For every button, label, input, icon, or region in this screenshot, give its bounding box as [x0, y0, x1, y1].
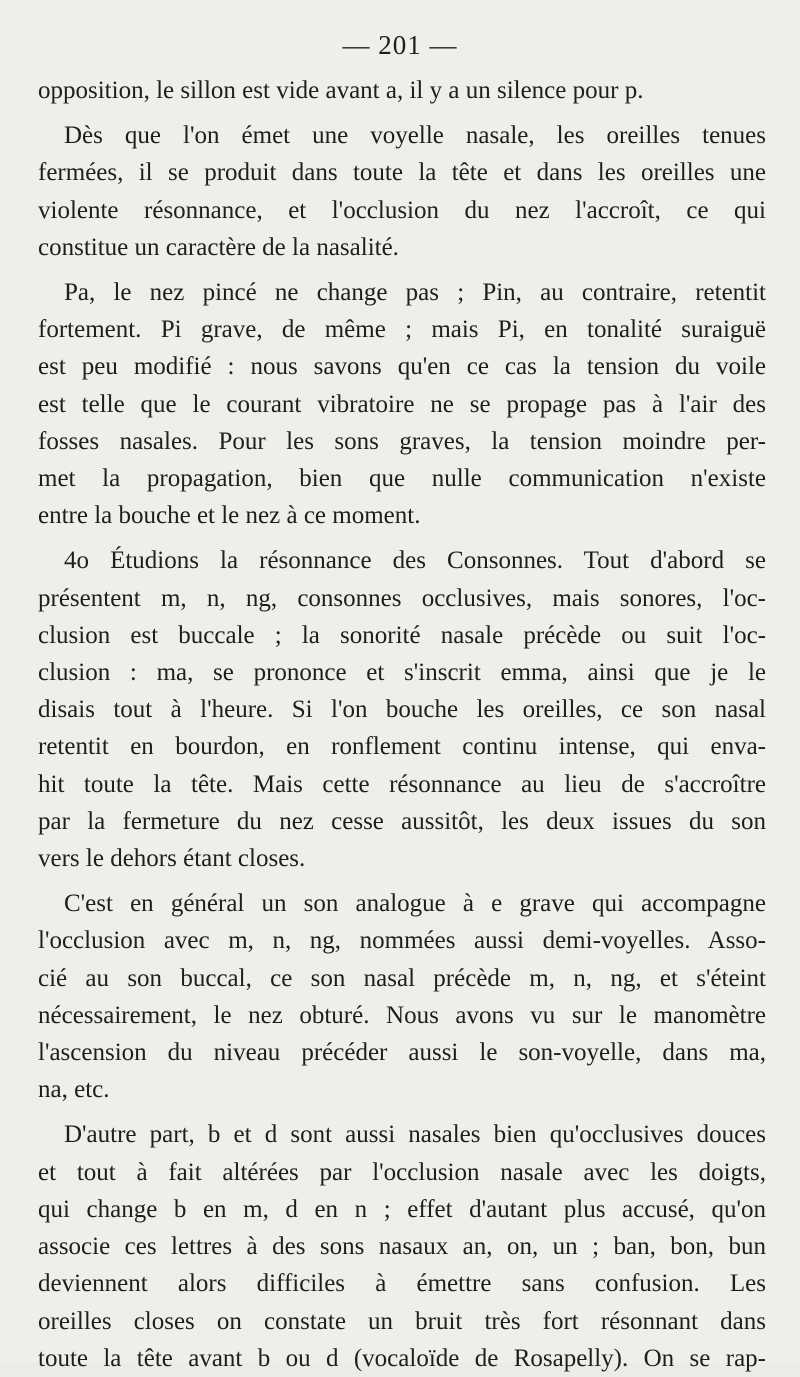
text-line: Pa, le nez pincé ne change pas ; Pin, au contraire, retentit: [64, 279, 766, 307]
text-line: D'autre part, b et d sont aussi nasales bien qu'occlusives douces: [64, 1121, 766, 1149]
paragraph-gap: [38, 266, 766, 274]
text-line: constitue un caractère de la nasalité.: [38, 233, 399, 261]
page-number: — 201 —: [342, 30, 458, 60]
text-line: cié au son buccal, ce son nasal précède m, n, ng, et s'éteint: [38, 964, 766, 992]
text-line: l'occlusion avec m, n, ng, nommées aussi demi-voyelles. Asso-: [38, 927, 766, 955]
text-line: hit toute la tête. Mais cette résonnance au lieu de s'accroître: [38, 770, 766, 798]
text-line: est telle que le courant vibratoire ne se propage pas à l'air des: [38, 390, 766, 418]
text-line: présentent m, n, ng, consonnes occlusives, mais sonores, l'oc-: [38, 584, 766, 612]
paragraph-gap: [38, 877, 766, 885]
text-line: disais tout à l'heure. Si l'on bouche les oreilles, ce son nasal: [38, 696, 766, 724]
text-line: deviennent alors difficiles à émettre sans confusion. Les: [38, 1270, 766, 1298]
text-line: fermées, il se produit dans toute la tête et dans les oreilles une: [38, 159, 766, 187]
text-line: qui change b en m, d en n ; effet d'autant plus accusé, qu'on: [38, 1195, 766, 1223]
text-line: na, etc.: [38, 1076, 110, 1104]
paragraph-gap: [38, 109, 766, 117]
text-line: entre la bouche et le nez à ce moment.: [38, 502, 421, 530]
text-line: opposition, le sillon est vide avant a, il y a un silence pour p.: [38, 77, 644, 104]
text-line: C'est en général un son analogue à e grave qui accompagne: [64, 890, 766, 918]
text-line: clusion est buccale ; la sonorité nasale précède ou suit l'oc-: [38, 621, 766, 649]
text-line: 4o Étudions la résonnance des Consonnes. Tout d'abord se: [64, 547, 766, 575]
text-line: l'ascension du niveau précéder aussi le son-voyelle, dans ma,: [38, 1039, 766, 1067]
text-line: retentit en bourdon, en ronflement continu intense, qui enva-: [38, 733, 766, 761]
text-line: toute la tête avant b ou d (vocaloïde de Rosapelly). On se rap-: [38, 1344, 766, 1372]
text-line: clusion : ma, se prononce et s'inscrit emma, ainsi que je le: [38, 659, 766, 687]
paragraph-gap: [38, 534, 766, 542]
text-line: et tout à fait altérées par l'occlusion nasale avec les doigts,: [38, 1158, 766, 1186]
text-block: [38, 72, 766, 1377]
text-line: associe ces lettres à des sons nasaux an, on, un ; ban, bon, bun: [38, 1233, 766, 1261]
text-line: par la fermeture du nez cesse aussitôt, les deux issues du son: [38, 807, 766, 835]
text-line: nécessairement, le nez obturé. Nous avons vu sur le manomètre: [38, 1001, 766, 1029]
paragraph-gap: [38, 1108, 766, 1116]
body-text: [38, 72, 766, 1377]
text-line: fosses nasales. Pour les sons graves, la tension moindre per-: [38, 427, 766, 455]
text-line: met la propagation, bien que nulle communication n'existe: [38, 465, 766, 493]
text-line: oreilles closes on constate un bruit très fort résonnant dans: [38, 1307, 766, 1335]
text-line: violente résonnance, et l'occlusion du nez l'accroît, ce qui: [38, 196, 766, 224]
text-line: Dès que l'on émet une voyelle nasale, les oreilles tenues: [64, 122, 766, 150]
text-line: fortement. Pi grave, de même ; mais Pi, en tonalité suraiguë: [38, 316, 766, 344]
text-line: est peu modifié : nous savons qu'en ce cas la tension du voile: [38, 353, 766, 381]
text-line: vers le dehors étant closes.: [38, 845, 306, 873]
